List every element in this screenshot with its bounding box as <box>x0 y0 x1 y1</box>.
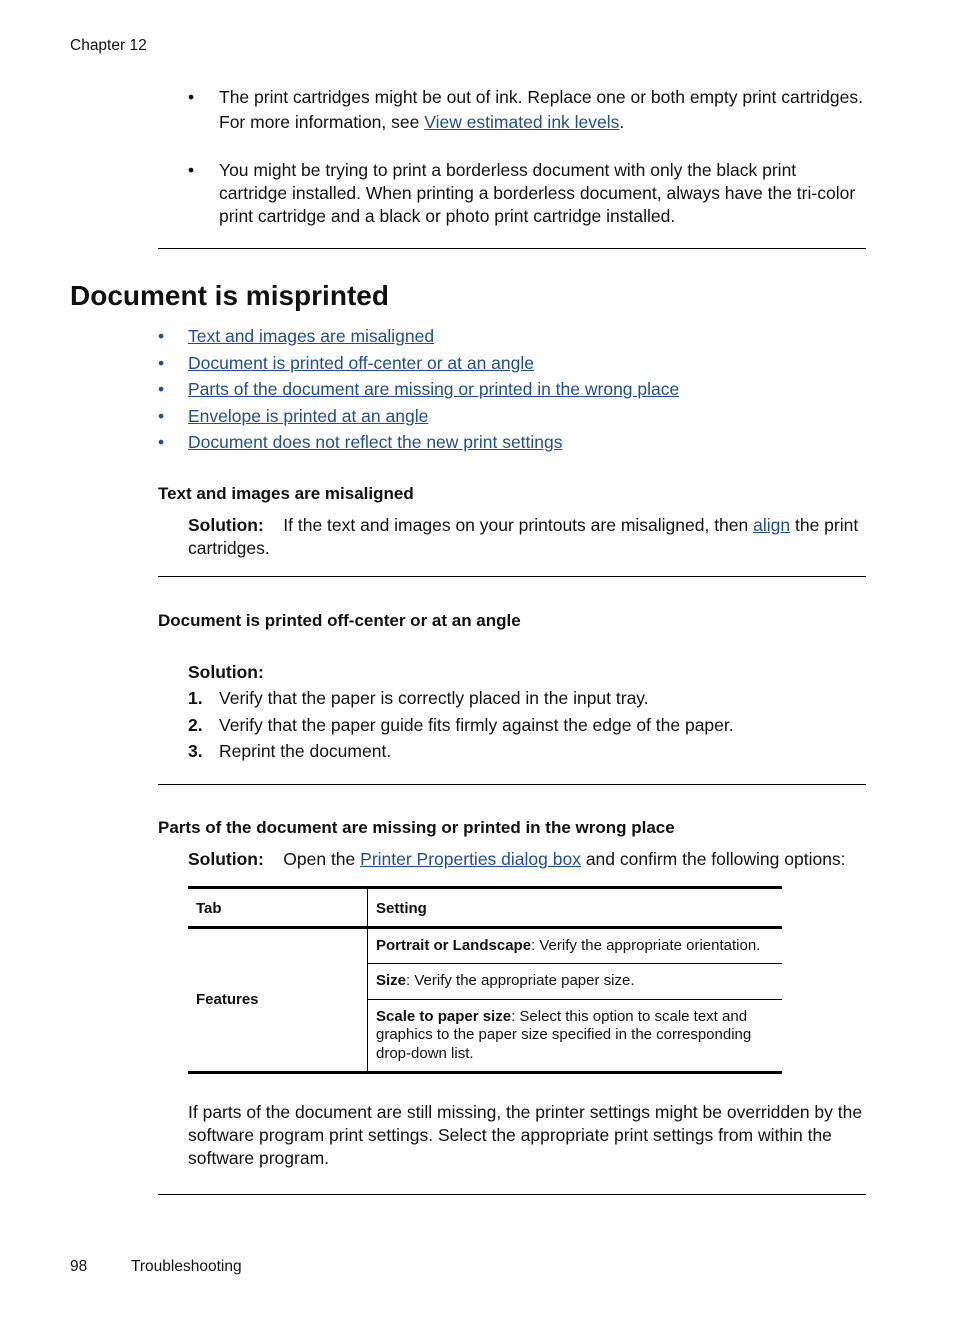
more-info-line <box>219 111 868 134</box>
intro-bullet-2 <box>188 159 868 228</box>
options-table <box>188 886 782 1074</box>
section-divider <box>158 248 866 249</box>
table-row <box>188 927 782 964</box>
subsection-heading-missing-parts: Parts of the document are missing or printed in the wrong place <box>158 818 675 837</box>
setting-cell <box>368 964 783 1000</box>
bullet-dot: • <box>158 405 165 426</box>
footer-page-number: 98 <box>70 1258 88 1275</box>
subsection-heading-misaligned: Text and images are misaligned <box>158 484 414 503</box>
step-number: 1. <box>188 688 203 708</box>
setting-term: Size <box>376 972 407 989</box>
toc-item <box>158 431 858 458</box>
setting-cell <box>368 927 783 964</box>
more-info-prefix: For more information, see <box>219 112 425 132</box>
solution-label: Solution: <box>188 662 264 682</box>
solution-text: and confirm the following options: <box>580 849 846 869</box>
setting-cell <box>368 999 783 1073</box>
solution-label: Solution: <box>188 849 264 869</box>
missing-solution <box>188 848 878 871</box>
toc-link-envelope[interactable]: Envelope is printed at an angle <box>188 405 429 426</box>
misaligned-solution <box>188 514 868 560</box>
setting-desc: : Select this option to scale text and graphics to the paper size specified in the corresponding drop-down list. <box>376 1007 752 1062</box>
step-item <box>188 714 868 741</box>
bullet-dot: • <box>188 160 195 180</box>
bullet-dot: • <box>188 87 195 107</box>
section-toc <box>158 325 858 458</box>
footer-section-name: Troubleshooting <box>131 1258 242 1275</box>
running-header-chapter: Chapter 12 <box>70 37 147 54</box>
toc-link-off-center[interactable]: Document is printed off-center or at an angle <box>188 352 534 373</box>
solution-text: Open the <box>283 849 361 869</box>
setting-desc: : Verify the appropriate paper size. <box>406 972 635 989</box>
intro-bullet-1 <box>188 86 868 134</box>
missing-note: If parts of the document are still missing, the printer settings might be overridden by the software program print settings. Select the appropriate print settings from within the software program. <box>188 1102 863 1168</box>
toc-link-misaligned[interactable]: Text and images are misaligned <box>188 326 435 346</box>
subsection-heading-off-center: Document is printed off-center or at an angle <box>158 611 521 630</box>
setting-term: Scale to paper size <box>376 1007 512 1025</box>
section-title: Document is misprinted <box>70 280 389 311</box>
setting-desc: : Verify the appropriate orientation. <box>531 936 761 954</box>
bullet-dot: • <box>158 352 165 373</box>
intro-bullet-text: You might be trying to print a borderless document with only the black print cartridge installed. When printing a borderless document, always have the tri-color print cartridge and a black or photo print cartridge installed. <box>219 160 856 226</box>
section-divider <box>158 576 866 577</box>
toc-item <box>158 352 858 379</box>
step-text: Reprint the document. <box>219 741 392 761</box>
view-ink-levels-link[interactable]: View estimated ink levels <box>424 112 620 132</box>
solution-label: Solution: <box>188 515 264 535</box>
align-link[interactable]: align <box>753 515 791 535</box>
solution-text: If the text and images on your printouts are misaligned, then <box>283 515 754 535</box>
off-center-steps <box>188 687 868 767</box>
step-item <box>188 740 868 767</box>
printer-properties-link[interactable]: Printer Properties dialog box <box>360 849 581 869</box>
table-header-row <box>188 888 782 928</box>
toc-link-missing-parts[interactable]: Parts of the document are missing or printed in the wrong place <box>188 379 680 400</box>
more-info-suffix: . <box>619 112 625 132</box>
toc-link-new-settings[interactable]: Document does not reflect the new print settings <box>188 432 563 453</box>
setting-term: Portrait or Landscape <box>376 936 532 954</box>
step-text: Verify that the paper guide fits firmly against the edge of the paper. <box>219 714 734 735</box>
column-header-tab: Tab <box>188 888 368 928</box>
column-header-setting: Setting <box>368 888 783 928</box>
bullet-dot: • <box>158 326 165 346</box>
section-divider <box>158 1194 866 1195</box>
step-item <box>188 687 868 714</box>
toc-item <box>158 378 858 405</box>
toc-item <box>158 405 858 432</box>
bullet-dot: • <box>158 379 165 400</box>
step-text: Verify that the paper is correctly placed in the input tray. <box>219 688 649 708</box>
step-number: 3. <box>188 741 203 761</box>
intro-bullet-text: The print cartridges might be out of ink. Replace one or both empty print cartridges. <box>219 87 863 107</box>
step-number: 2. <box>188 714 203 735</box>
tab-cell-features: Features <box>188 927 368 1073</box>
section-divider <box>158 784 866 785</box>
solution-text: the print cartridges. <box>188 515 859 558</box>
bullet-dot: • <box>158 432 165 453</box>
toc-item <box>158 325 858 352</box>
